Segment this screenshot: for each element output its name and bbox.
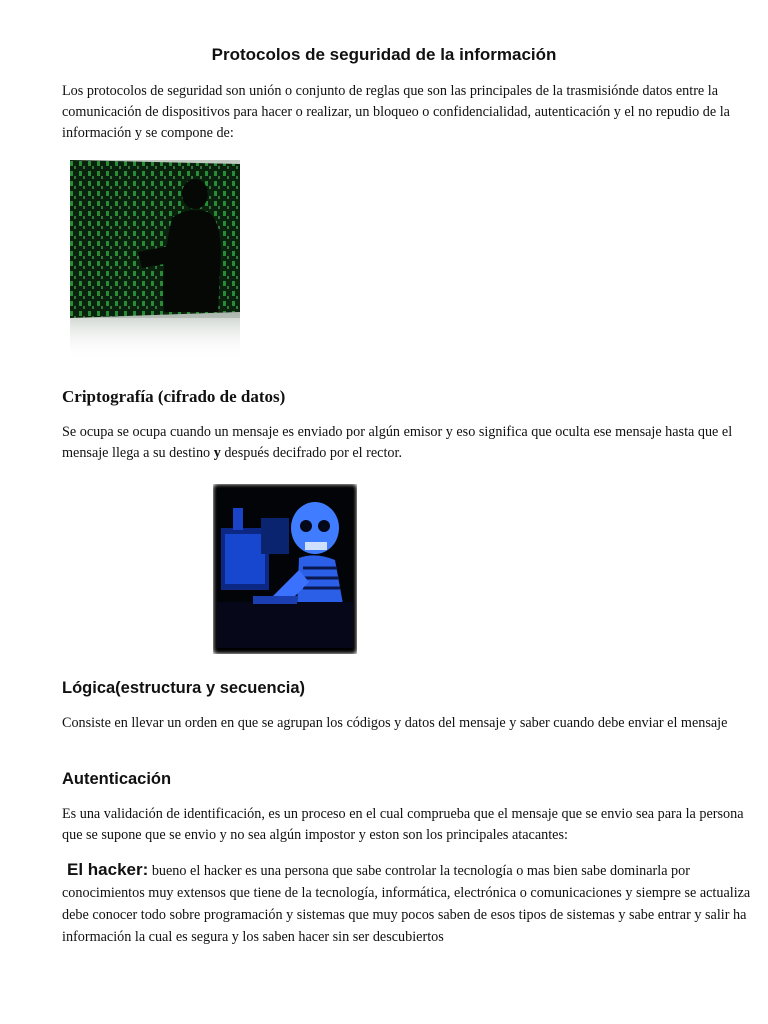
section-heading-criptografia: Criptografía (cifrado de datos) <box>62 387 286 406</box>
skeleton-hacker-image <box>213 484 357 654</box>
criptografia-paragraph <box>62 422 752 464</box>
hacker-paragraph <box>62 859 752 948</box>
autenticacion-paragraph: Es una validación de identificación, es un proceso en el cual comprueba que el mensaje que se envio sea para la persona que se supone que se envio y no sea algún impostor y eston son los principales atacantes: <box>62 806 744 843</box>
section-heading-autenticacion: Autenticación <box>62 770 172 788</box>
criptografia-text-a: Se ocupa se ocupa cuando un mensaje es enviado por algún emisor y eso significa que oculta ese mensaje hasta que el mensaje llega a su destino <box>62 424 733 461</box>
hacker-label: El hacker: <box>67 860 149 879</box>
page-title: Protocolos de seguridad de la información <box>211 45 557 64</box>
section-heading-logica: Lógica(estructura y secuencia) <box>62 679 306 697</box>
hacker-silhouette-matrix-image <box>68 160 242 360</box>
intro-paragraph: Los protocolos de seguridad son unión o conjunto de reglas que son las principales de la trasmisiónde datos entre la comunicación de dispositivos para hacer o realizar, un bloqueo o confidencialidad, autenticación y el no repudio de la información y se compone de: <box>62 83 730 141</box>
logica-paragraph: Consiste en llevar un orden en que se agrupan los códigos y datos del mensaje y saber cuando debe enviar el mensaje <box>62 715 728 731</box>
criptografia-text-c: después decifrado por el rector. <box>220 445 402 461</box>
hacker-text: bueno el hacker es una persona que sabe controlar la tecnología o mas bien sabe dominarla por conocimientos muy extensos que tiene de la tecnología, informática, electrónica o comunicaciones y siempre se actualiza debe conocer todo sobre programación y sistemas que muy pocos saben de esos tipos de sistemas y sabe entrar y salir ha información la cual es segura y los saben hacer sin ser descubiertos <box>62 863 751 945</box>
criptografia-text-bold: y <box>213 445 221 461</box>
